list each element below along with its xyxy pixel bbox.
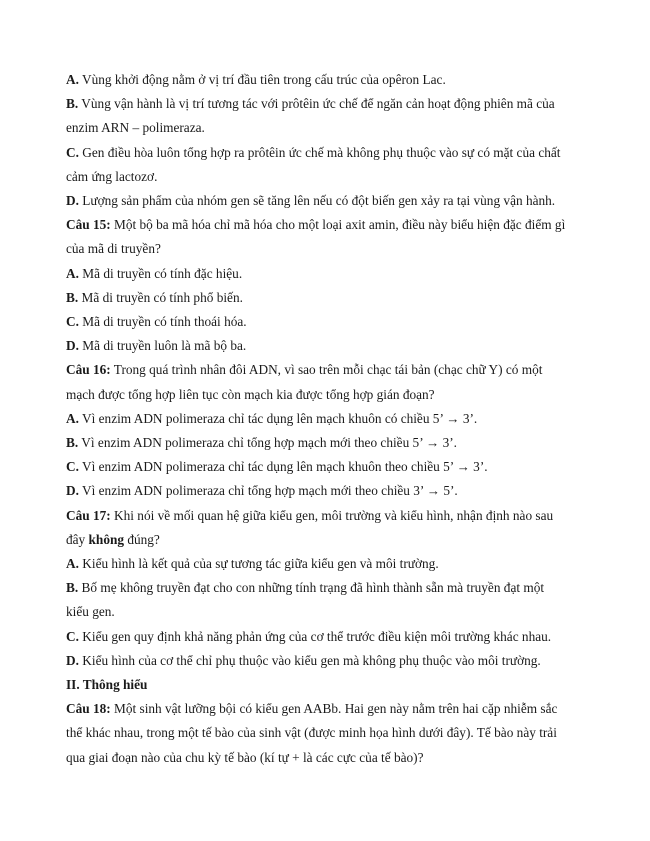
q17-option-b-cont: kiểu gen. [66, 604, 115, 620]
q17-option-d: D. Kiểu hình của cơ thể chỉ phụ thuộc vào kiểu gen mà không phụ thuộc vào môi trường. [66, 652, 541, 668]
q18-stem-cont-2: qua giai đoạn nào của chu kỳ tế bào (kí tự + là các cực của tế bào)? [66, 749, 424, 765]
q15-option-a: A. Mã di truyền có tính đặc hiệu. [66, 265, 243, 281]
document-page [66, 68, 596, 770]
q16-option-a: A. Vì enzim ADN polimeraza chỉ tác dụng lên mạch khuôn có chiều 5’ → 3’. [66, 410, 478, 426]
q14-option-d: D. Lượng sản phẩm của nhóm gen sẽ tăng lên nếu có đột biến gen xảy ra tại vùng vận hành. [66, 193, 556, 209]
q16-stem-cont: mạch được tổng hợp liên tục còn mạch kia được tổng hợp gián đoạn? [66, 386, 435, 402]
q17-stem: Câu 17: Khi nói về mối quan hệ giữa kiểu gen, môi trường và kiểu hình, nhận định nào sau [66, 507, 554, 523]
q17-option-a: A. Kiểu hình là kết quả của sự tương tác giữa kiểu gen và môi trường. [66, 556, 439, 572]
section-title: II. Thông hiểu [66, 677, 148, 693]
q14-option-b-cont: enzim ARN – polimeraza. [66, 120, 205, 136]
q15-stem: Câu 15: Một bộ ba mã hóa chỉ mã hóa cho một loại axit amin, điều này biểu hiện đặc điểm gì [66, 217, 566, 233]
q14-option-c-cont: cảm ứng lactozơ. [66, 168, 158, 184]
q15-option-d: D. Mã di truyền luôn là mã bộ ba. [66, 338, 247, 354]
q16-option-c: C. Vì enzim ADN polimeraza chỉ tác dụng lên mạch khuôn theo chiều 5’ → 3’. [66, 459, 488, 475]
q17-stem-cont: đây không đúng? [66, 531, 160, 547]
q18-stem: Câu 18: Một sinh vật lưỡng bội có kiểu gen AABb. Hai gen này nằm trên hai cặp nhiễm sắc [66, 701, 558, 717]
q16-option-b: B. Vì enzim ADN polimeraza chỉ tổng hợp mạch mới theo chiều 5’ → 3’. [66, 435, 457, 451]
q15-option-b: B. Mã di truyền có tính phổ biến. [66, 289, 243, 305]
q14-option-b: B. Vùng vận hành là vị trí tương tác với prôtêin ức chế để ngăn cản hoạt động phiên mã của [66, 96, 555, 112]
q16-stem: Câu 16: Trong quá trình nhân đôi ADN, vì sao trên mỗi chạc tái bản (chạc chữ Y) có một [66, 362, 543, 378]
q14-option-a: A. Vùng khởi động nằm ở vị trí đầu tiên trong cấu trúc của opêron Lac. [66, 72, 446, 87]
q15-option-c: C. Mã di truyền có tính thoái hóa. [66, 314, 247, 330]
q14-option-c: C. Gen điều hòa luôn tổng hợp ra prôtêin ức chế mà không phụ thuộc vào sự có mặt của chất [66, 144, 561, 160]
q17-option-b: B. Bố mẹ không truyền đạt cho con những tính trạng đã hình thành sẵn mà truyền đạt một [66, 580, 545, 596]
q16-option-d: D. Vì enzim ADN polimeraza chỉ tổng hợp mạch mới theo chiều 3’ → 5’. [66, 483, 458, 499]
q17-option-c: C. Kiểu gen quy định khả năng phản ứng của cơ thể trước điều kiện môi trường khác nhau. [66, 628, 552, 644]
q18-stem-cont-1: thể khác nhau, trong một tế bào của sinh vật (được minh họa hình dưới đây). Tế bào này trải [66, 725, 557, 741]
q15-stem-cont: của mã di truyền? [66, 241, 161, 257]
